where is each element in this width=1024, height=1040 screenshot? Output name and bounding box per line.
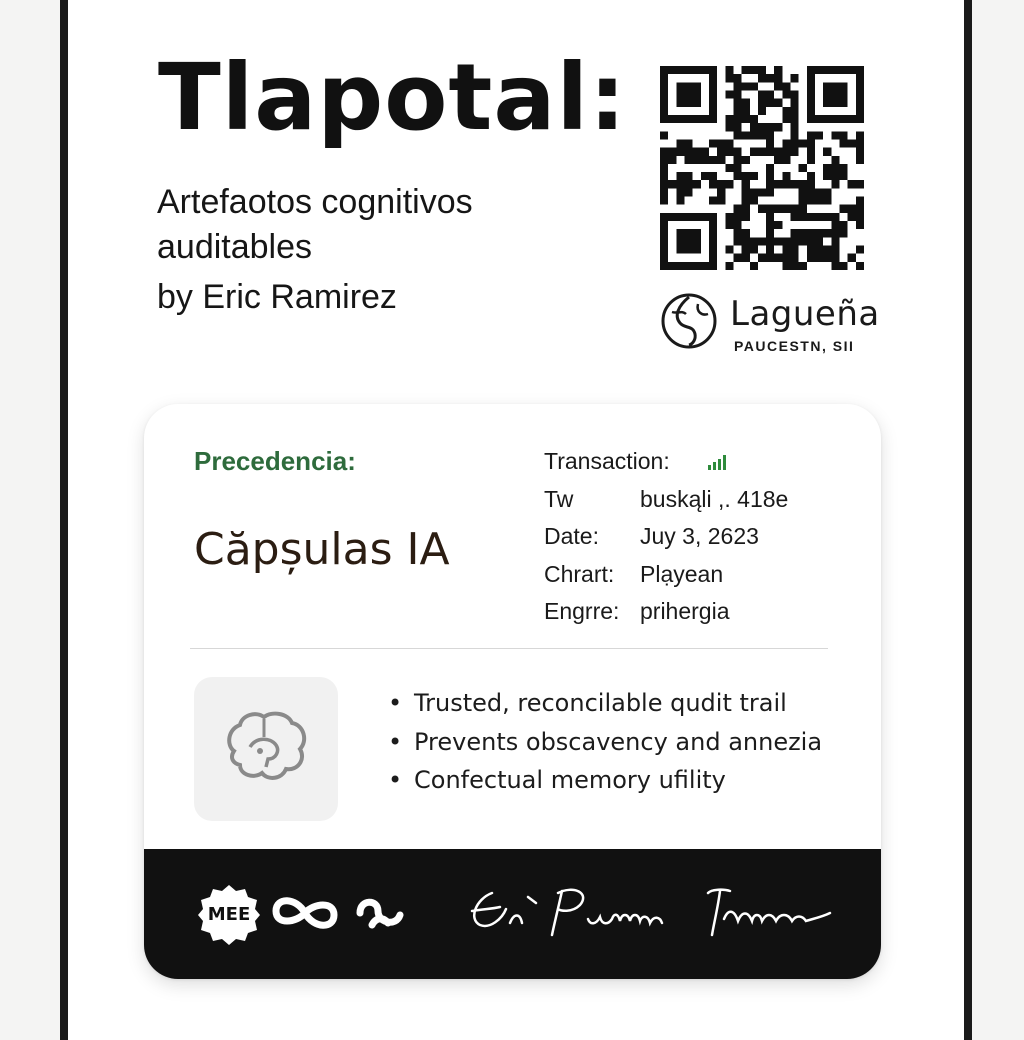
infinity-loop-icon [270, 887, 340, 939]
page-title: Tlapotal: [158, 44, 627, 151]
info-card [144, 404, 881, 979]
wave-icon [354, 893, 406, 933]
meta-key: Date: [544, 523, 599, 549]
brain-globe-icon [660, 292, 718, 350]
page-subtitle: Artefaotos cognitivos auditables [157, 183, 473, 266]
meta-key: Transaction: [544, 448, 670, 474]
meta-key: Engrre: [544, 598, 620, 624]
brand-name: Lagueña [730, 294, 880, 334]
precedence-value: Căpșulas IA [194, 524, 450, 575]
list-item: • Prevents obscavency and annezia [388, 723, 822, 762]
brain-icon [220, 707, 312, 791]
meta-value: buskąli ,. 418e [640, 485, 789, 512]
signature-icon [462, 879, 842, 951]
brand-tagline: PAUCESTN, SII [734, 338, 855, 354]
precedence-label: Precedencia: [194, 446, 356, 476]
list-item: • Trusted, reconcilable qudit trail [388, 684, 822, 723]
feature-icon-tile [194, 677, 338, 821]
feature-list [388, 684, 822, 800]
mee-badge-icon [198, 885, 260, 945]
list-item: • Confectual memory ufility [388, 761, 822, 800]
meta-value: Plạyean [640, 560, 724, 587]
divider [190, 648, 828, 649]
card-footer [144, 849, 881, 979]
mee-badge-text: MEE [207, 904, 251, 925]
meta-value: Juy 3, 2623 [640, 523, 759, 549]
meta-key: Chrart: [544, 560, 615, 587]
qr-code-icon[interactable] [660, 66, 864, 270]
meta-value: prihergia [640, 598, 730, 624]
signal-bars-icon [708, 454, 730, 470]
author-line: by Eric Ramirez [157, 278, 397, 316]
meta-key: Tw [544, 485, 574, 512]
